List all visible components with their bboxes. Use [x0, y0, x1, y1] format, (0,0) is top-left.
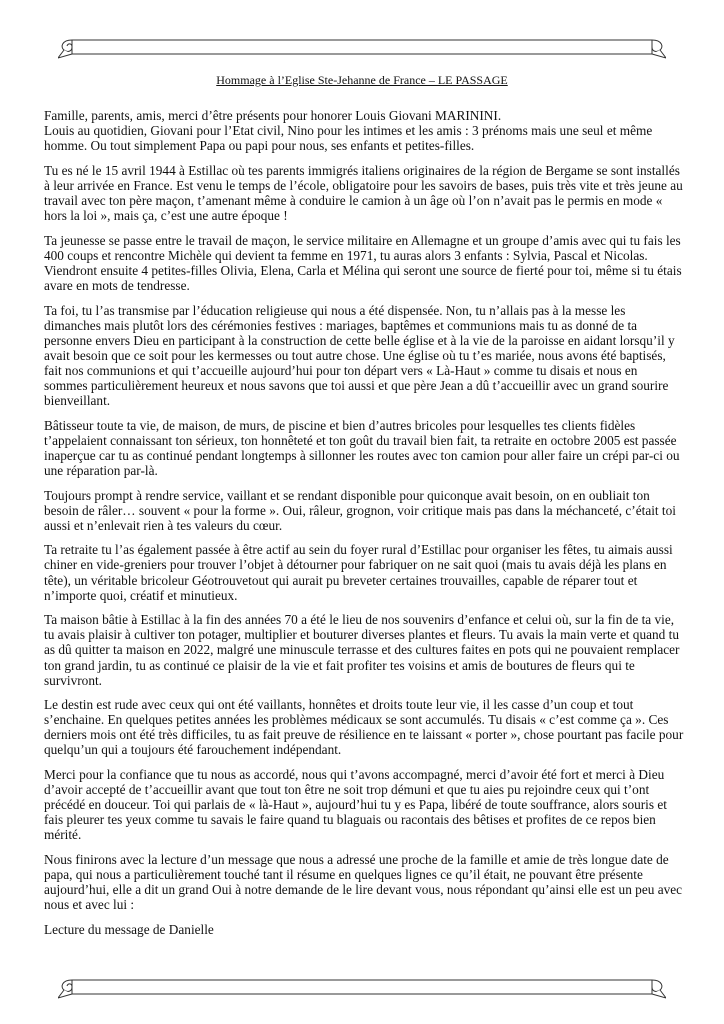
paragraph-service: Toujours prompt à rendre service, vaillant et se rendant disponible pour quiconque avait besoin, on en oubliait ton besoin de râler… souvent « pour la forme ». Oui, râleur, grognon, voir critique mais pas dans la méchanceté, c’était toi aussi et n’enlevait rien à tes valeurs du cœur. [44, 487, 676, 533]
paragraph-house: Ta maison bâtie à Estillac à la fin des années 70 a été le lieu de nos souvenirs d’enfance et celui où, sur la fin de ta vie, tu avais plaisir à cultiver ton potager, multiplier et bouturer diverses plantes et fleurs. Tu avais la main verte et quand tu as dû quitter ta maison en 2022, malgré une minuscule terrasse et des cultures faites en pots qui ne pouvaient remplacer ton grand jardin, tu as continué ce plaisir de la vie et fait profiter tes voisins et amis de boutures de fleurs qui te survivront. [44, 612, 680, 688]
scroll-border-top [58, 34, 666, 60]
paragraph-thanks: Merci pour la confiance que tu nous as accordé, nous qui t’avons accompagné, merci d’avoir été fort et merci à Dieu d’avoir accepté de t’accueillir avant que tout ton être ne soit trop démuni et que tu aies pu rejoindre ceux qui t’ont précédé en douceur. Toi qui parlais de « là-Haut », aujourd’hui tu y es Papa, libéré de toute souffrance, alors souris et fais pleurer tes yeux comme tu savais le faire quand tu blaguais ou racontais des bêtises et profites de ce repos bien mérité. [44, 767, 667, 843]
paragraph-builder: Bâtisseur toute ta vie, de maison, de murs, de piscine et bien d’autres bricoles pour lesquelles tes clients fidèles t’appelaient connaissant ton sérieux, ton honnêteté et ton goût du travail bien fait, ta retraite en octobre 2005 est passée inaperçue car tu as continué pendant longtemps à sillonner les routes avec ton camion pour aller faire un crépi par-ci ou une réparation par-là. [44, 417, 680, 478]
scroll-border-bottom [58, 974, 666, 1000]
paragraph-intro: Famille, parents, amis, merci d’être présents pour honorer Louis Giovani MARININI. Louis au quotidien, Giovani pour l’Etat civil, Nino pour les intimes et les amis : 3 prénoms mais une seul et même homme. Ou tout simplement Papa ou papi pour nous, ses enfants et petites-filles. [44, 108, 653, 154]
paragraph-closing: Nous finirons avec la lecture d’un message que nous a adressé une proche de la famille et amie de très longue date de papa, qui nous a particulièrement touché tant il résume en quelques lignes ce qu’il était, ne pouvant être présente aujourd’hui, elle a dit un grand Oui à notre demande de le lire devant vous, nous répondant qu’ainsi elle est un peu avec nous et avec lui : [44, 852, 683, 913]
paragraph-destiny: Le destin est rude avec ceux qui ont été vaillants, honnêtes et droits toute leur vie, il les casse d’un coup et tout s’enchaine. En quelques petites années les problèmes médicaux se sont accumulés. Tu disais « c’est comme ça ». Ces derniers mois ont été très difficiles, tu as fait preuve de résilience en te laissant « porter », chose pourtant pas facile pour quelqu’un qui a toujours été farouchement indépendant. [44, 697, 684, 758]
document-title: Hommage à l’Eglise Ste-Jehanne de France – LE PASSAGE [216, 73, 508, 87]
paragraph-retirement: Ta retraite tu l’as également passée à être actif au sein du foyer rural d’Estillac pour organiser les fêtes, tu aimais aussi chiner en vide-greniers pour trouver l’objet à détourner pour fabriquer on ne sait quoi (mais tu avais déjà les plans en tête), un véritable bricoleur Géotrouvetout qui aurait pu breveter certaines trouvailles, capable de réparer tout et n’importe quoi, créatif et minutieux. [44, 542, 673, 603]
paragraph-reading: Lecture du message de Danielle [44, 921, 214, 937]
paragraph-youth: Ta jeunesse se passe entre le travail de maçon, le service militaire en Allemagne et un groupe d’amis avec qui tu fais les 400 coups et rencontre Michèle qui devient ta femme en 1971, tu auras alors 3 enfants : Sylvia, Pascal et Nicolas. Viendront ensuite 4 petites-filles Olivia, Elena, Carla et Mélina qui seront une source de fierté pour toi, même si tu étais avare en mots de tendresse. [44, 232, 682, 293]
paragraph-birth: Tu es né le 15 avril 1944 à Estillac où tes parents immigrés italiens originaires de la région de Bergame se sont installés à leur arrivée en France. Est venu le temps de l’école, obligatoire pour les savoirs de bases, puis très vite et très jeune au travail avec ton père maçon, t’amenant même à conduire le camion à un âge où l’on n’avait pas le permis en mode « hors la loi », mais ça, c’est une autre époque ! [44, 162, 683, 224]
document-body [44, 108, 684, 947]
paragraph-faith: Ta foi, tu l’as transmise par l’éducation religieuse qui nous a été dispensée. Non, tu n’allais pas à la messe les dimanches mais plutôt lors des cérémonies festives : mariages, baptêmes et communions mais tu as donné de ta personne envers Dieu en participant à la construction de cette belle église et à la vie de la paroisse en aidant lorsqu’il y avait besoin que ce soit pour les kermesses ou tout autre chose. Une église où tu t’es mariée, nous avons été baptisés, fait nos communions et qui t’accueille aujourd’hui pour ton départ vers « Là-Haut » comme tu disais et nous en sommes particulièrement heureux et nous savons que toi aussi et que père Jean a dû t’accueillir avec un grand sourire bienveillant. [44, 302, 675, 409]
